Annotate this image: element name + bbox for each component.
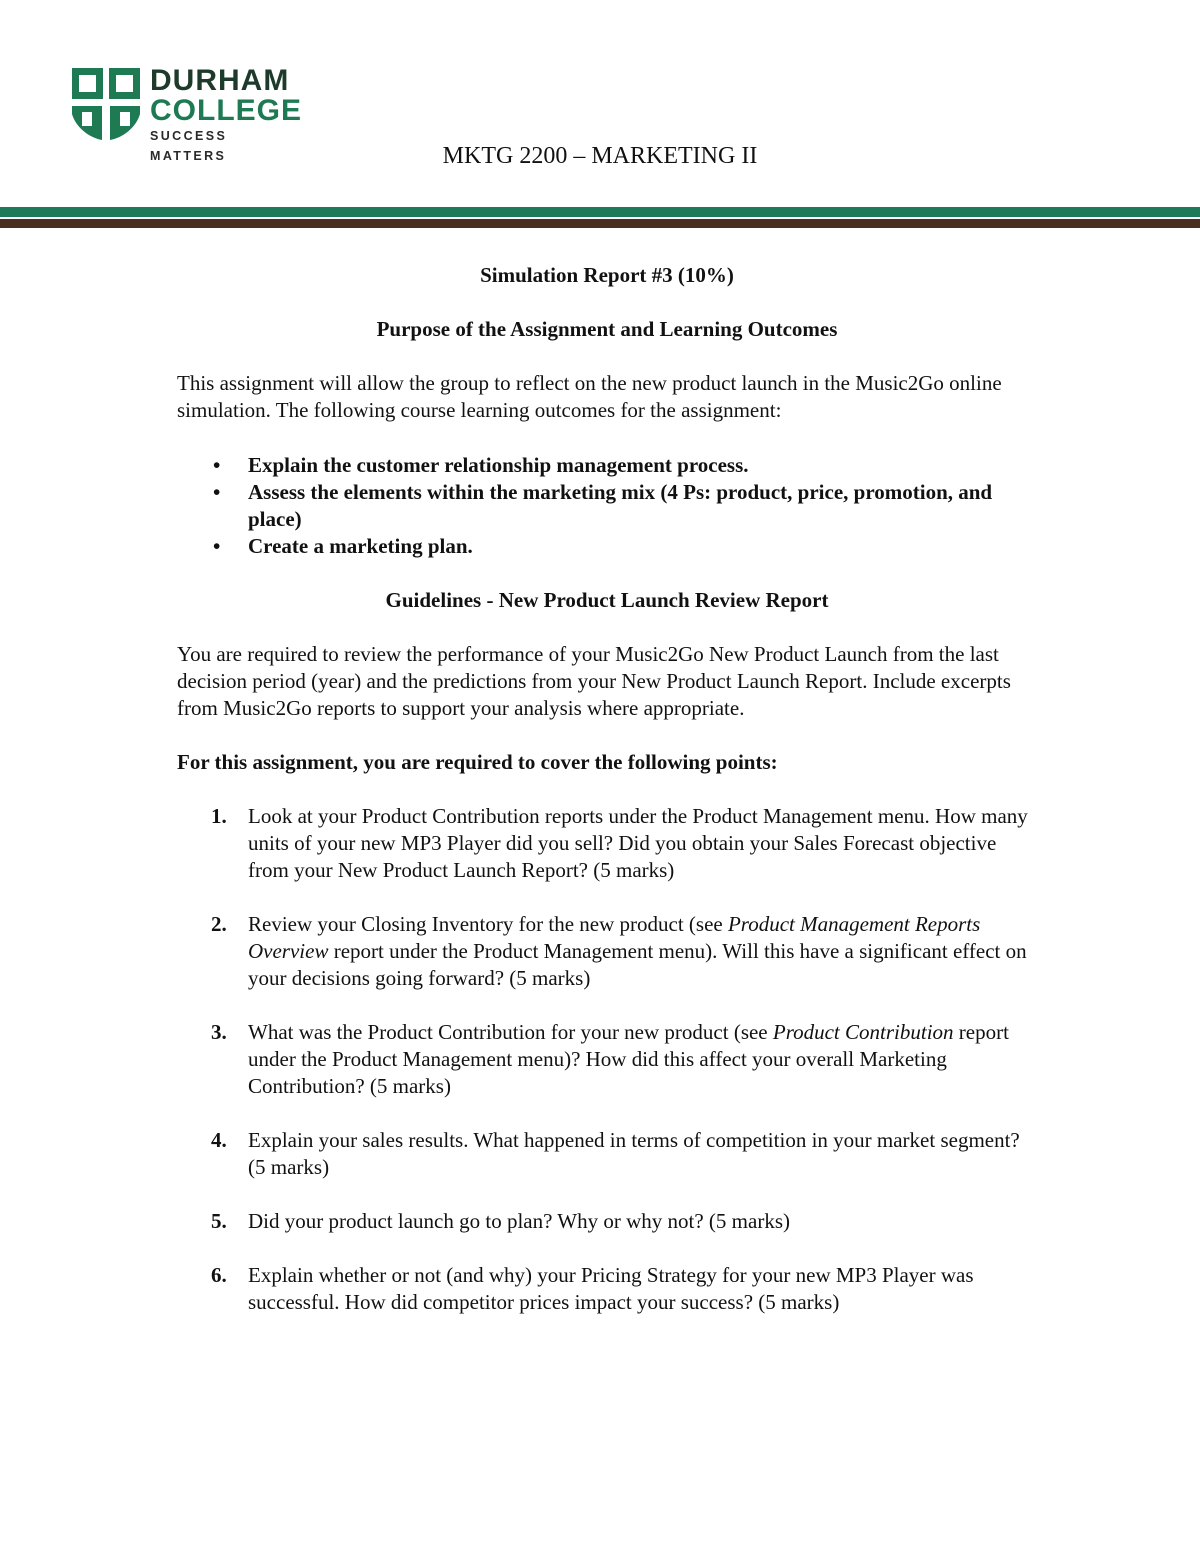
list-item	[177, 911, 1037, 992]
course-title: MKTG 2200 – MARKETING II	[442, 143, 758, 169]
points-intro: For this assignment, you are required to cover the following points:	[177, 750, 778, 774]
point-number: 1.	[211, 804, 227, 828]
point-text-italic: Product Contribution	[772, 1020, 954, 1044]
point-text-end: report under the Product Management menu). Will this have a significant effect on your decisions going forward? (5 marks)	[248, 939, 1027, 990]
logo-tagline: SUCCESS MATTERS	[150, 129, 228, 163]
bullet-icon: •	[213, 480, 221, 504]
outcome-text: Assess the elements within the marketing mix (4 Ps: product, price, promotion, and place)	[248, 480, 993, 531]
list-item	[177, 533, 1037, 560]
list-item	[177, 803, 1037, 884]
logo-line-college: COLLEGE	[150, 94, 303, 127]
list-item	[177, 1208, 1037, 1235]
bullet-icon: •	[213, 534, 221, 558]
required-points-list	[177, 803, 1037, 1316]
purpose-paragraph: This assignment will allow the group to reflect on the new product launch in the Music2Go online simulation. The following course learning outcomes for the assignment:	[177, 371, 1002, 422]
bullet-icon: •	[213, 453, 221, 477]
point-text: Look at your Product Contribution reports under the Product Management menu. How many units of your new MP3 Player did you sell? Did you obtain your Sales Forecast objective from your New Product Launch Report? (5 marks)	[248, 804, 1028, 882]
durham-college-logo	[72, 64, 303, 163]
header-rule-green	[0, 207, 1200, 217]
list-item	[177, 1019, 1037, 1100]
point-number: 3.	[211, 1020, 227, 1044]
point-text: Did your product launch go to plan? Why or why not? (5 marks)	[248, 1209, 790, 1233]
guidelines-paragraph: You are required to review the performance of your Music2Go New Product Launch from the last decision period (year) and the predictions from your New Product Launch Report. Include excerpts from Music2Go reports to support your analysis where appropriate.	[177, 642, 1011, 720]
durham-college-shield-icon	[72, 68, 140, 146]
point-text-end: report under the Product Management menu)? How did this affect your overall Marketing Contribution? (5 marks)	[248, 1020, 1009, 1098]
point-text: Explain whether or not (and why) your Pricing Strategy for your new MP3 Player was successful. How did competitor prices impact your success? (5 marks)	[248, 1263, 974, 1314]
point-number: 2.	[211, 912, 227, 936]
purpose-heading: Purpose of the Assignment and Learning Outcomes	[376, 317, 838, 341]
point-text-start: What was the Product Contribution for your new product (see	[248, 1020, 773, 1044]
point-number: 6.	[211, 1263, 227, 1287]
point-text-italic: Product Management Reports Overview	[248, 912, 981, 963]
list-item	[177, 1262, 1037, 1316]
guidelines-heading: Guidelines - New Product Launch Review Report	[385, 588, 829, 612]
point-number: 5.	[211, 1209, 227, 1233]
report-title: Simulation Report #3 (10%)	[480, 263, 734, 287]
list-item	[177, 1127, 1037, 1181]
point-number: 4.	[211, 1128, 227, 1152]
logo-line-durham: DURHAM	[150, 64, 290, 97]
learning-outcomes-list	[177, 452, 1037, 560]
list-item	[177, 479, 1037, 533]
outcome-text: Create a marketing plan.	[248, 534, 473, 558]
document-body	[177, 262, 1037, 1343]
point-text: Explain your sales results. What happened in terms of competition in your market segment? (5 marks)	[248, 1128, 1020, 1179]
header-rule-brown	[0, 219, 1200, 228]
point-text-start: Review your Closing Inventory for the new product (see	[248, 912, 728, 936]
outcome-text: Explain the customer relationship management process.	[248, 453, 749, 477]
list-item	[177, 452, 1037, 479]
